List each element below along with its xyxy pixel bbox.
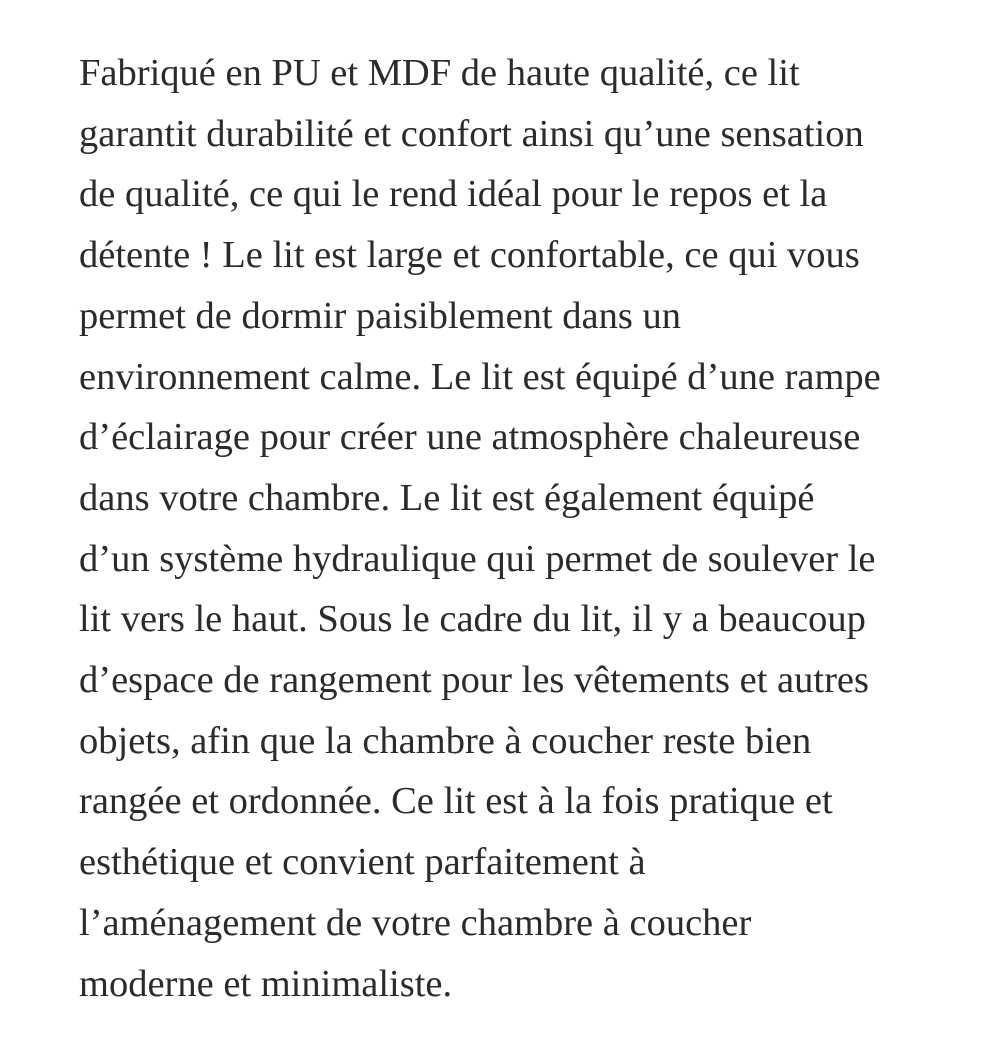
description-line: objets, afin que la chambre à coucher reste bien [79,719,812,762]
description-line: rangée et ordonnée. Ce lit est à la fois pratique et [79,780,833,823]
description-line: de qualité, ce qui le rend idéal pour le repos et la [79,173,828,216]
description-line: garantit durabilité et confort ainsi qu’une sensation [79,112,864,155]
description-line: détente ! Le lit est large et confortable, ce qui vous [79,234,860,277]
description-line: lit vers le haut. Sous le cadre du lit, il y a beaucoup [79,598,866,641]
description-line: d’éclairage pour créer une atmosphère chaleureuse [79,416,861,459]
description-line: environnement calme. Le lit est équipé d’une rampe [79,355,881,398]
description-line: esthétique et convient parfaitement à [79,841,646,884]
description-line: Fabriqué en PU et MDF de haute qualité, ce lit [79,52,800,94]
description-line: moderne et minimaliste. [79,962,453,1005]
description-line: l’aménagement de votre chambre à coucher [79,901,752,944]
description-line: permet de dormir paisiblement dans un [79,294,681,337]
description-line: dans votre chambre. Le lit est également équipé [79,476,815,519]
description-line: d’espace de rangement pour les vêtements et autres [79,659,869,702]
description-line: d’un système hydraulique qui permet de soulever le [79,537,876,580]
product-description [79,43,979,1014]
